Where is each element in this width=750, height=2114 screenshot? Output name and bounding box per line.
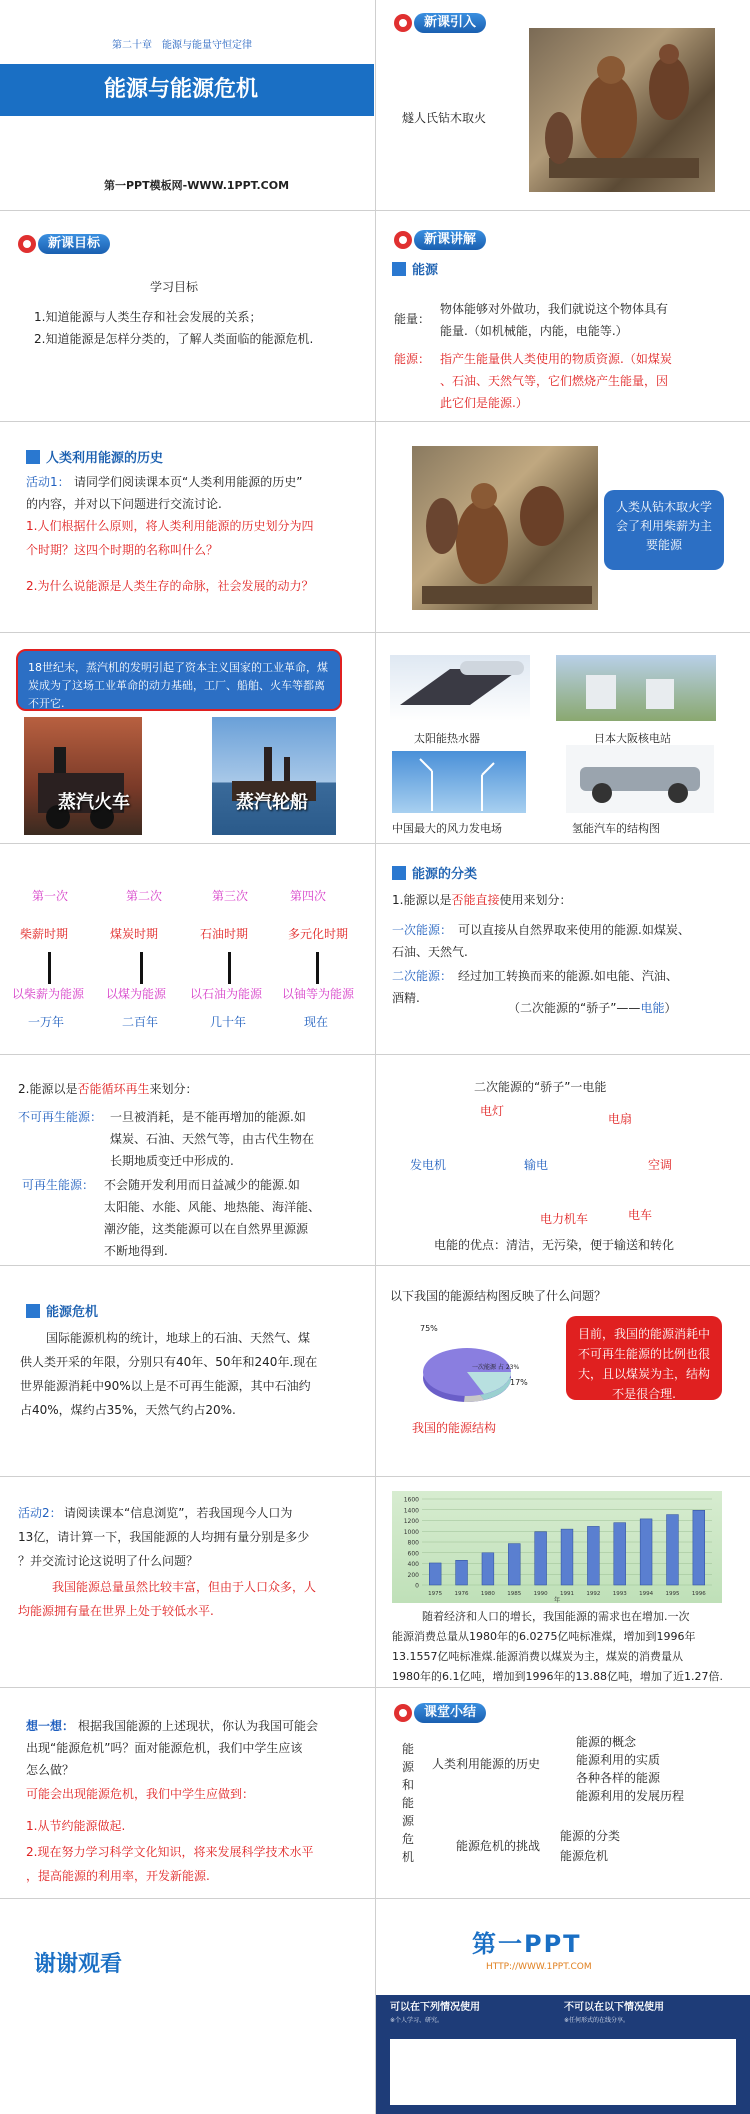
image-caption: 燧人氏钻木取火 <box>402 111 487 125</box>
slide-history-activity[interactable] <box>0 422 374 631</box>
connector-line <box>316 952 319 984</box>
subtitle: 学习目标 <box>150 280 199 294</box>
bar <box>667 1515 679 1585</box>
thanks-text: 谢谢观看 <box>34 1952 123 1977</box>
appliance-label: 电力机车 <box>540 1212 589 1226</box>
period-label: 第一次 <box>32 889 69 903</box>
x-tick-label: 1985 <box>507 1591 522 1597</box>
section-heading: 新课目标 <box>38 234 110 254</box>
main-energy: 以柴薪为能源 <box>12 987 85 1001</box>
slide-electricity[interactable] <box>376 1055 750 1264</box>
think-line: 根据我国能源的上述现状，你认为我国可能会 <box>78 1719 319 1733</box>
answer-line: 2.现在努力学习科学文化知识，将来发展科学技术水平 <box>26 1845 314 1859</box>
nuclear-plant-picture <box>556 655 716 721</box>
main-energy: 以铀等为能源 <box>282 987 355 1001</box>
summary-root: 能 源 和 能 源 危 机 <box>402 1742 415 1864</box>
summary-leaf: 能源利用的实质 <box>576 1753 661 1767</box>
solar-heater-picture <box>390 655 530 721</box>
summary-leaf: 各种各样的能源 <box>576 1771 661 1785</box>
term-label: 能源： <box>394 352 431 366</box>
definition-line: 、石油、天然气等，它们燃烧产生能量，因 <box>440 374 669 388</box>
summary-leaf: 能源危机 <box>560 1849 609 1863</box>
paragraph-line: 随着经济和人口的增长，我国能源的需求也在增加.一次 <box>422 1610 690 1623</box>
steam-train-picture <box>24 717 142 835</box>
definition-line: 长期地质变迁中形成的. <box>110 1154 234 1168</box>
bar <box>614 1523 626 1585</box>
slide-title[interactable] <box>0 0 374 209</box>
y-tick-label: 600 <box>407 1550 419 1558</box>
paragraph-line: 13.1557亿吨标准煤.能源消费以煤炭为主，煤炭的消费量从 <box>392 1650 683 1663</box>
slide-industrial-revolution[interactable] <box>0 633 374 842</box>
slide-consumption-chart[interactable] <box>376 1477 750 1686</box>
period-label: 第四次 <box>290 889 327 903</box>
answer-line: ，提高能源的利用率，开发新能源. <box>26 1869 210 1883</box>
picture-label: 日本大阪核电站 <box>594 732 671 745</box>
bar <box>587 1526 599 1585</box>
license-note: ※任何形式的在线分享。 <box>564 2017 630 2024</box>
note-text: （二次能源的“骄子”——电能） <box>508 1001 677 1015</box>
definition-line: 不断地得到. <box>104 1244 168 1258</box>
callout-box: 18世纪末，蒸汽机的发明引起了资本主义国家的工业革命，煤炭成为了这场工业革命的动力基础，工厂、船舶、火车等都离不开它. <box>16 649 342 711</box>
y-tick-label: 1200 <box>403 1518 419 1525</box>
y-tick-label: 1400 <box>403 1507 419 1515</box>
period-duration: 二百年 <box>122 1015 159 1029</box>
definition-line: 酒精. <box>392 991 420 1005</box>
slide-energy-classification[interactable] <box>376 844 750 1053</box>
picture-label: 太阳能热水器 <box>414 732 480 745</box>
wind-farm-picture <box>392 751 526 813</box>
definition-line: 经过加工转换而来的能源.如电能、汽油、 <box>458 969 678 983</box>
slide-energy-definition[interactable] <box>376 211 750 420</box>
paragraph-line: 占40%，煤约占35%，天然气约占20%. <box>20 1403 236 1417</box>
appliance-label: 空调 <box>648 1158 673 1172</box>
primitive-people-picture <box>412 446 598 610</box>
connector-line <box>228 952 231 984</box>
summary-leaf: 能源的概念 <box>576 1735 637 1749</box>
bar <box>640 1519 652 1585</box>
appliance-label: 电扇 <box>608 1112 633 1126</box>
x-tick-label: 1994 <box>639 1591 654 1597</box>
section-heading: 课堂小结 <box>414 1703 486 1723</box>
summary-branch: 人类利用能源的历史 <box>432 1757 541 1771</box>
summary-leaf: 能源的分类 <box>560 1829 621 1843</box>
section-title: 能源危机 <box>46 1305 99 1320</box>
appliance-label: 发电机 <box>410 1158 447 1172</box>
period-label: 第三次 <box>212 889 249 903</box>
slide-energy-structure[interactable] <box>376 1266 750 1475</box>
question-line: 个时期？这四个时期的名称叫什么？ <box>26 543 219 557</box>
goal-item: 1.知道能源与人类生存和社会发展的关系； <box>34 310 262 324</box>
y-tick-label: 1600 <box>403 1496 419 1504</box>
bar <box>482 1553 494 1585</box>
y-tick-label: 200 <box>407 1571 419 1579</box>
brand-logo: 第一PPT <box>472 1930 582 1958</box>
section-heading: 新课讲解 <box>414 230 486 250</box>
callout-box: 目前，我国的能源消耗中不可再生能源的比例也很大，且以煤炭为主，结构不是很合理. <box>566 1316 722 1400</box>
bar <box>508 1544 520 1585</box>
term-label: 一次能源： <box>392 923 453 937</box>
period-name: 石油时期 <box>200 927 249 941</box>
answer-line: 我国能源总量虽然比较丰富，但由于人口众多，人 <box>52 1580 317 1594</box>
pie-label: 17% <box>510 1378 528 1387</box>
period-name: 煤炭时期 <box>110 927 159 941</box>
question-line: 1.人们根据什么原则，将人类利用能源的历史划分为四 <box>26 519 314 533</box>
definition-line: 指产生能量供人类使用的物质资源.（如煤炭 <box>440 352 672 366</box>
x-tick-label: 1990 <box>533 1591 548 1597</box>
period-duration: 现在 <box>304 1015 329 1029</box>
x-tick-label: 1980 <box>480 1591 495 1597</box>
appliance-label: 输电 <box>524 1158 549 1172</box>
paragraph-line: 能源消费总量从1980年的6.0275亿吨标准煤，增加到1996年 <box>392 1630 696 1643</box>
activity-label: 活动1： <box>26 475 70 489</box>
chart-caption: 我国的能源结构 <box>412 1421 497 1435</box>
section-heading: 新课引入 <box>414 13 486 33</box>
section-title: 能源的分类 <box>412 867 478 882</box>
activity-label: 活动2： <box>18 1506 62 1520</box>
definition-line: 潮汐能，这类能源可以在自然界里源源 <box>104 1222 309 1236</box>
term-label: 能量： <box>394 312 431 326</box>
slide-goals[interactable] <box>0 211 374 420</box>
definition-line: 可以直接从自然界取来使用的能源.如煤炭、 <box>458 923 690 937</box>
callout-box: 人类从钻木取火学会了利用柴薪为主要能源 <box>604 490 724 570</box>
definition-line: 煤炭、石油、天然气等，由古代生物在 <box>110 1132 315 1146</box>
intro-text: 2.能源以是否能循环再生来划分： <box>18 1082 198 1096</box>
x-tick-label: 1991 <box>560 1591 574 1597</box>
bar <box>456 1560 468 1585</box>
x-tick-label: 1995 <box>665 1591 680 1597</box>
section-marker <box>392 262 406 276</box>
answer-line: 均能源拥有量在世界上处于较低水平. <box>18 1604 214 1618</box>
goal-item: 2.知道能源是怎样分类的，了解人类面临的能源危机. <box>34 332 314 346</box>
activity-line: 请阅读课本“信息浏览”，若我国现今人口为 <box>64 1506 293 1520</box>
summary-leaf: 能源利用的发展历程 <box>576 1789 685 1803</box>
x-axis-label: 年 <box>553 1597 561 1603</box>
paragraph-line: 供人类开采的年限，分别只有40年、50年和240年.现在 <box>20 1355 318 1369</box>
slide-four-periods[interactable] <box>0 844 374 1053</box>
period-label: 第二次 <box>126 889 163 903</box>
consumption-bar-chart <box>392 1491 722 1603</box>
period-duration: 一万年 <box>28 1015 65 1029</box>
picture-label: 蒸汽轮船 <box>236 792 308 813</box>
y-tick-label: 0 <box>415 1582 419 1590</box>
appliance-label: 电灯 <box>480 1104 505 1118</box>
connector-line <box>48 952 51 984</box>
page-title: 能源与能源危机 <box>104 77 259 102</box>
activity-line: 的内容，并对以下问题进行交流讨论. <box>26 497 222 511</box>
term-label: 不可再生能源： <box>18 1110 103 1124</box>
slide-per-capita[interactable] <box>0 1477 374 1686</box>
paragraph-line: 1980年的6.1亿吨，增加到1996年的13.88亿吨，增加了近1.27倍. <box>392 1670 723 1683</box>
pie-label: 一次能源 占 23% <box>472 1364 520 1371</box>
slide-energy-crisis[interactable] <box>0 1266 374 1475</box>
think-line: 出现“能源危机”吗？面对能源危机，我们中学生应该 <box>26 1741 303 1755</box>
question-line: 2.为什么说能源是人类生存的命脉，社会发展的动力？ <box>26 579 314 593</box>
term-label: 二次能源： <box>392 969 453 983</box>
definition-line: 一旦被消耗，是不能再增加的能源.如 <box>110 1110 306 1124</box>
fire-drilling-picture <box>529 28 715 192</box>
slide-thanks[interactable] <box>0 1899 374 2108</box>
chart-area <box>392 1491 722 1603</box>
target-icon <box>18 235 36 253</box>
think-label: 想一想： <box>26 1719 75 1733</box>
picture-label: 氢能汽车的结构图 <box>572 822 660 835</box>
section-marker <box>26 450 40 464</box>
slide-heading: 二次能源的“骄子”一电能 <box>474 1080 607 1094</box>
x-tick-label: 1996 <box>691 1591 706 1597</box>
license-note: ※个人学习、研究。 <box>390 2017 444 2024</box>
x-tick-label: 1992 <box>586 1591 601 1597</box>
activity-line: ？并交流讨论这说明了什么问题？ <box>18 1554 199 1568</box>
slide-firewood[interactable] <box>376 422 750 631</box>
link-list <box>390 2039 736 2105</box>
main-energy: 以石油为能源 <box>190 987 263 1001</box>
chapter-label: 第二十章 能源与能量守恒定律 <box>112 40 252 51</box>
paragraph-line: 世界能源消耗中90%以上是不可再生能源，其中石油约 <box>20 1379 311 1393</box>
picture-label: 蒸汽火车 <box>58 792 130 813</box>
section-title: 人类利用能源的历史 <box>46 451 164 466</box>
slide-summary[interactable] <box>376 1688 750 1897</box>
slide-think[interactable] <box>0 1688 374 1897</box>
section-marker <box>26 1304 40 1318</box>
brand-url: HTTP://WWW.1PPT.COM <box>486 1962 592 1972</box>
term-label: 可再生能源： <box>22 1178 95 1192</box>
definition-line: 能量.（如机械能，内能，电能等.） <box>440 324 628 338</box>
bar <box>429 1563 441 1585</box>
license-panel <box>376 1995 750 2114</box>
x-tick-label: 1993 <box>612 1591 627 1597</box>
slide-intro[interactable] <box>376 0 750 209</box>
brand-text: 第一PPT模板网-WWW.1PPT.COM <box>104 179 290 192</box>
hydrogen-car-picture <box>566 745 714 813</box>
target-icon <box>394 14 412 32</box>
period-name: 柴薪时期 <box>20 927 69 941</box>
period-name: 多元化时期 <box>288 927 349 941</box>
period-duration: 几十年 <box>210 1015 247 1029</box>
answer-line: 1.从节约能源做起. <box>26 1819 126 1833</box>
definition-line: 石油、天然气. <box>392 945 468 959</box>
slide-license[interactable] <box>376 1899 750 2114</box>
target-icon <box>394 1704 412 1722</box>
definition-line: 物体能够对外做功，我们就说这个物体具有 <box>440 302 669 316</box>
advantage-text: 电能的优点：清洁，无污染，便于输送和转化 <box>434 1238 675 1252</box>
definition-line: 不会随开发利用而日益减少的能源.如 <box>104 1178 300 1192</box>
section-marker <box>392 866 406 880</box>
slide-new-energy-pictures[interactable] <box>376 633 750 842</box>
bar <box>561 1529 573 1585</box>
intro-text: 1.能源以是否能直接使用来划分： <box>392 893 572 907</box>
slide-renewable-classification[interactable] <box>0 1055 374 1264</box>
y-tick-label: 400 <box>407 1561 419 1568</box>
paragraph-line: 国际能源机构的统计，地球上的石油、天然气、煤 <box>46 1331 311 1345</box>
activity-line: 13亿，请计算一下，我国能源的人均拥有量分别是多少 <box>18 1530 310 1544</box>
connector-line <box>140 952 143 984</box>
x-tick-label: 1975 <box>428 1591 443 1597</box>
license-title: 可以在下列情况使用 <box>390 2002 480 2013</box>
definition-line: 此它们是能源.） <box>440 396 528 410</box>
activity-line: 请同学们阅读课本页“人类利用能源的历史” <box>74 475 303 489</box>
license-title: 不可以在以下情况使用 <box>564 2002 664 2013</box>
bar <box>693 1510 705 1585</box>
target-icon <box>394 231 412 249</box>
think-line: 怎么做？ <box>26 1763 75 1777</box>
question-text: 以下我国的能源结构图反映了什么问题？ <box>390 1289 607 1303</box>
pie-label: 75% <box>420 1324 438 1333</box>
bar <box>535 1532 547 1585</box>
steamship-picture <box>212 717 336 835</box>
x-tick-label: 1976 <box>454 1591 469 1597</box>
summary-branch: 能源危机的挑战 <box>456 1839 541 1853</box>
definition-line: 太阳能、水能、风能、地热能、海洋能、 <box>104 1200 321 1214</box>
y-tick-label: 1000 <box>403 1528 419 1536</box>
picture-label: 中国最大的风力发电场 <box>392 822 502 835</box>
answer-heading: 可能会出现能源危机，我们中学生应做到： <box>26 1787 255 1801</box>
main-energy: 以煤为能源 <box>106 987 167 1001</box>
section-title: 能源 <box>412 263 439 278</box>
y-tick-label: 800 <box>407 1539 419 1547</box>
appliance-label: 电车 <box>628 1208 653 1222</box>
